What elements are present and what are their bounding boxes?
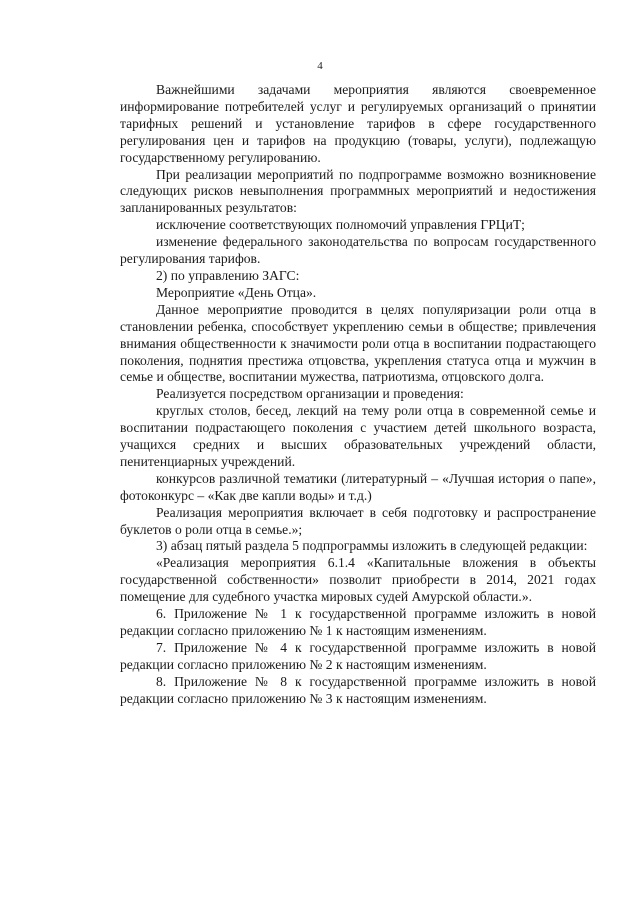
- paragraph-booklets: Реализация мероприятия включает в себя подготовку и распространение буклетов о роли отца в семье.»;: [120, 504, 596, 537]
- paragraph-event-description: Данное мероприятие проводится в целях популяризации роли отца в становлении ребенка, способствует укреплению семьи в обществе; привлечения внимания общественности к значимости роли отца в воспитании подрастающего поколения, поднятия престижа отцовства, укрепления статуса отца и мужчин в семье и обществе, воспитании мужества, патриотизма, отцовского долга.: [120, 301, 596, 385]
- paragraph-contests: конкурсов различной тематики (литературный – «Лучшая история о папе», фотоконкурс – «Как две капли воды» и т.д.): [120, 470, 596, 503]
- paragraph-item-6: 6. Приложение № 1 к государственной программе изложить в новой редакции согласно приложению № 1 к настоящим изменениям.: [120, 606, 596, 638]
- paragraph-event-title: Мероприятие «День Отца».: [156, 284, 317, 300]
- paragraph-risk-1: исключение соответствующих полномочий управления ГРЦиТ;: [156, 217, 525, 233]
- paragraph-measure-6-1-4: «Реализация мероприятия 6.1.4 «Капитальные вложения в объекты государственной собственности» позволит приобрести в 2014, 2021 годах помещение для судебного участка мировых судей Амурской области.».: [120, 555, 596, 605]
- paragraph-zags-heading: 2) по управлению ЗАГС:: [156, 267, 300, 283]
- page-number: 4: [317, 60, 323, 72]
- paragraph-risks-intro: При реализации мероприятий по подпрограмме возможно возникновение следующих рисков невыполнения программных мероприятий и недостижения запланированных результатов:: [120, 166, 596, 216]
- paragraph-round-tables: круглых столов, бесед, лекций на тему роли отца в современной семье и воспитании подрастающего поколения с участием детей школьного возраста, учащихся средних и высших образовательных учреждений области, пенитенциарных учреждений.: [120, 403, 596, 469]
- paragraph-item-7: 7. Приложение № 4 к государственной программе изложить в новой редакции согласно приложению № 2 к настоящим изменениям.: [120, 639, 596, 672]
- paragraph-tasks: Важнейшими задачами мероприятия являются своевременное информирование потребителей услуг и регулируемых организаций о принятии тарифных решений и установление тарифов в сфере государственного регулирования цен и тарифов на продукцию (товары, услуги), подлежащую государственному регулированию.: [120, 82, 596, 165]
- paragraph-risk-2: изменение федерального законодательства по вопросам государственного регулирования тарифов.: [120, 234, 596, 267]
- document-body: [120, 82, 596, 708]
- paragraph-item-8: 8. Приложение № 8 к государственной программе изложить в новой редакции согласно приложению № 3 к настоящим изменениям.: [120, 673, 596, 706]
- paragraph-implementation-intro: Реализуется посредством организации и проведения:: [156, 386, 464, 402]
- paragraph-section-5-amendment: 3) абзац пятый раздела 5 подпрограммы изложить в следующей редакции:: [156, 538, 588, 554]
